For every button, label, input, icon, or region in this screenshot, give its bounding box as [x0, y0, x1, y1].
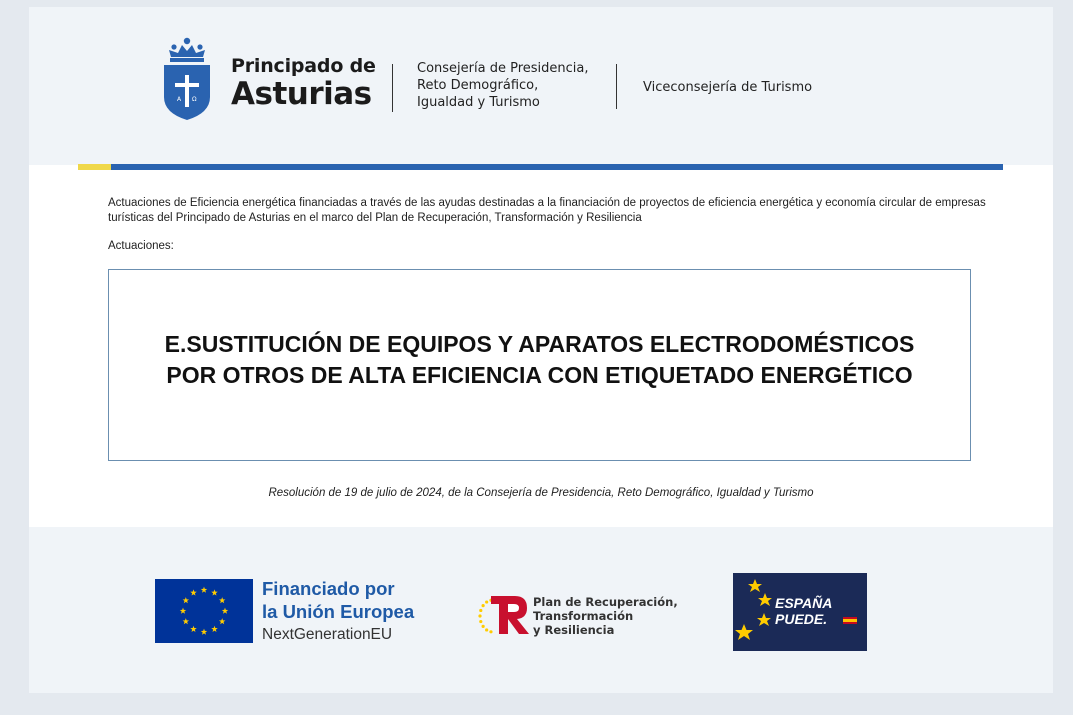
prtr-dot-icon — [485, 600, 488, 603]
eu-star-icon — [183, 597, 189, 603]
eu-star-icon — [190, 589, 196, 595]
header — [29, 7, 1053, 165]
actuacion-box — [108, 269, 971, 461]
espana-puede-text — [775, 595, 832, 627]
viceconsejeria-name: Viceconsejería de Turismo — [643, 80, 813, 95]
eu-star-icon — [211, 589, 217, 595]
header-divider — [616, 64, 617, 109]
prtr-line: Plan de Recuperación, — [533, 595, 678, 609]
prtr-dot-icon — [489, 630, 492, 633]
prtr-logo-icon — [477, 592, 531, 638]
eu-star-icon — [190, 626, 196, 632]
eu-flag-icon — [155, 579, 253, 643]
prtr-dot-icon — [479, 620, 482, 623]
header-divider — [392, 64, 393, 112]
prtr-dot-icon — [482, 604, 485, 607]
org-name-line2: Asturias — [231, 76, 372, 112]
prtr-line: y Resiliencia — [533, 623, 615, 637]
intro-text: Actuaciones de Eficiencia energética financiadas a través de las ayudas destinadas a la financiación de proyectos de eficiencia energética y economía circular de empresas turísticas del Principado de Asturias en el marco del Plan de Recuperación, Transformación y Resiliencia — [108, 197, 986, 224]
prtr-dot-icon — [478, 614, 481, 617]
eu-star-icon — [183, 618, 189, 624]
prtr-line: Transformación — [533, 609, 634, 623]
consejeria-line: Reto Demográfico, — [417, 78, 539, 93]
eu-star-icon — [201, 587, 207, 593]
eu-funding-line1: Financiado por — [262, 578, 395, 599]
eu-star-icon — [201, 629, 207, 635]
espana-puede-line1: ESPAÑA — [775, 595, 833, 611]
prtr-text — [533, 595, 678, 637]
eu-star-icon — [219, 597, 225, 603]
resolucion-text: Resolución de 19 de julio de 2024, de la Consejería de Presidencia, Reto Demográfico, Igualdad y Turismo — [268, 487, 814, 499]
eu-star-icon — [180, 608, 186, 614]
actuacion-title: E.SUSTITUCIÓN DE EQUIPOS Y APARATOS ELECTRODOMÉSTICOS POR OTROS DE ALTA EFICIENCIA CON ETIQUETADO ENERGÉTICO — [164, 331, 915, 388]
eu-star-icon — [211, 626, 217, 632]
accent-bar-yellow — [78, 164, 111, 170]
eu-star-icon — [222, 608, 228, 614]
consejeria-name — [417, 60, 617, 111]
eu-funding-line2: la Unión Europea — [262, 601, 415, 622]
spain-flag-icon — [843, 617, 857, 624]
asturias-shield-icon — [162, 35, 212, 121]
espana-puede-line2: PUEDE. — [775, 611, 828, 627]
prtr-dot-icon — [479, 609, 482, 612]
eu-funding-text — [262, 577, 414, 644]
consejeria-line: Igualdad y Turismo — [417, 95, 540, 110]
next-generation-eu-label: NextGenerationEU — [262, 626, 393, 643]
org-name-line1: Principado de — [231, 55, 376, 77]
accent-bar-blue — [111, 164, 1003, 170]
prtr-dot-icon — [485, 628, 488, 631]
actuaciones-label: Actuaciones: — [108, 240, 174, 252]
eu-star-icon — [219, 618, 225, 624]
svg-text:A: A — [177, 96, 182, 103]
prtr-dot-icon — [482, 625, 485, 628]
espana-puede-logo-icon — [733, 573, 867, 651]
org-name — [231, 57, 376, 110]
consejeria-line: Consejería de Presidencia, — [417, 61, 589, 76]
svg-text:Ω: Ω — [192, 96, 197, 103]
